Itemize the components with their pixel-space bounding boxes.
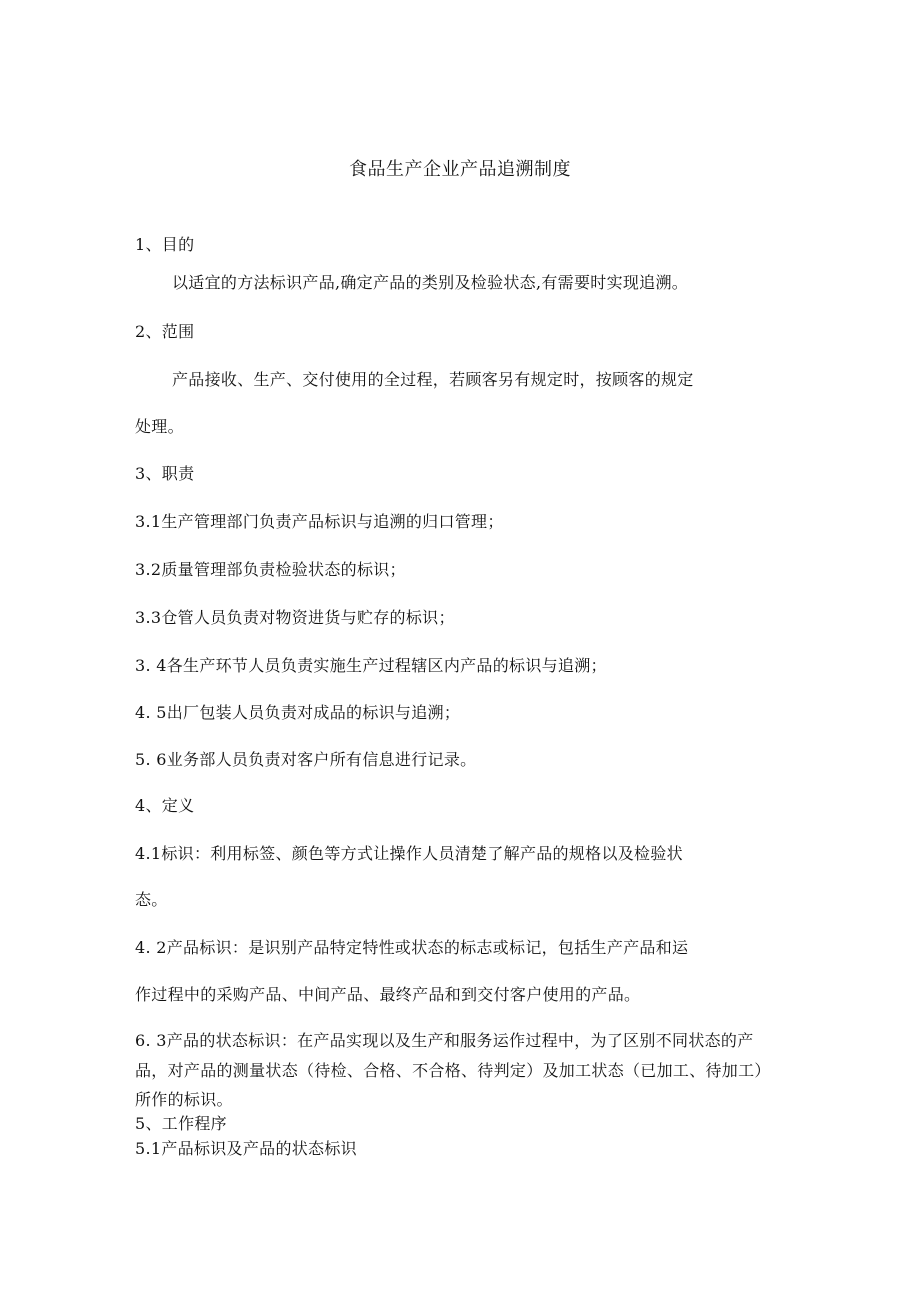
section-heading-procedure: 5、工作程序 bbox=[135, 1114, 227, 1133]
item-3-1: 3.1生产管理部门负责产品标识与追溯的归口管理； bbox=[135, 512, 504, 531]
section-heading-definitions: 4、定义 bbox=[135, 796, 195, 815]
item-3-4: 3. 4各生产环节人员负责实施生产过程辖区内产品的标识与追溯； bbox=[135, 656, 607, 675]
definition-6-3-line-2: 品，对产品的测量状态（待检、合格、不合格、待判定）及加工状态（已加工、待加工） bbox=[135, 1061, 771, 1080]
section-heading-responsibilities: 3、职责 bbox=[135, 464, 195, 483]
definition-4-2-line-1: 4. 2产品标识：是识别产品特定特性或状态的标志或标记，包括生产产品和运 bbox=[135, 938, 689, 957]
definition-4-2-line-2: 作过程中的采购产品、中间产品、最终产品和到交付客户使用的产品。 bbox=[135, 985, 641, 1004]
definition-6-3-line-3: 所作的标识。 bbox=[135, 1090, 233, 1109]
subsection-5-1: 5.1产品标识及产品的状态标识 bbox=[135, 1139, 357, 1158]
document-title: 食品生产企业产品追溯制度 bbox=[349, 159, 571, 180]
section-heading-scope: 2、范围 bbox=[135, 322, 195, 341]
section-heading-purpose: 1、目的 bbox=[135, 235, 195, 254]
item-3-3: 3.3仓管人员负责对物资进货与贮存的标识； bbox=[135, 608, 455, 627]
item-3-2: 3.2质量管理部负责检验状态的标识； bbox=[135, 560, 406, 579]
paragraph-purpose: 以适宜的方法标识产品,确定产品的类别及检验状态,有需要时实现追溯。 bbox=[172, 273, 689, 292]
definition-6-3-line-1: 6. 3产品的状态标识：在产品实现以及生产和服务运作过程中，为了区别不同状态的产 bbox=[135, 1031, 754, 1050]
definition-4-1-line-2: 态。 bbox=[135, 890, 168, 909]
definition-4-1-line-1: 4.1标识：利用标签、颜色等方式让操作人员清楚了解产品的规格以及检验状 bbox=[135, 844, 683, 863]
item-5-6: 5. 6业务部人员负责对客户所有信息进行记录。 bbox=[135, 750, 477, 769]
paragraph-scope-line-1: 产品接收、生产、交付使用的全过程，若顾客另有规定时，按顾客的规定 bbox=[172, 370, 694, 389]
item-4-5: 4. 5出厂包装人员负责对成品的标识与追溯； bbox=[135, 703, 461, 722]
paragraph-scope-line-2: 处理。 bbox=[135, 417, 184, 436]
